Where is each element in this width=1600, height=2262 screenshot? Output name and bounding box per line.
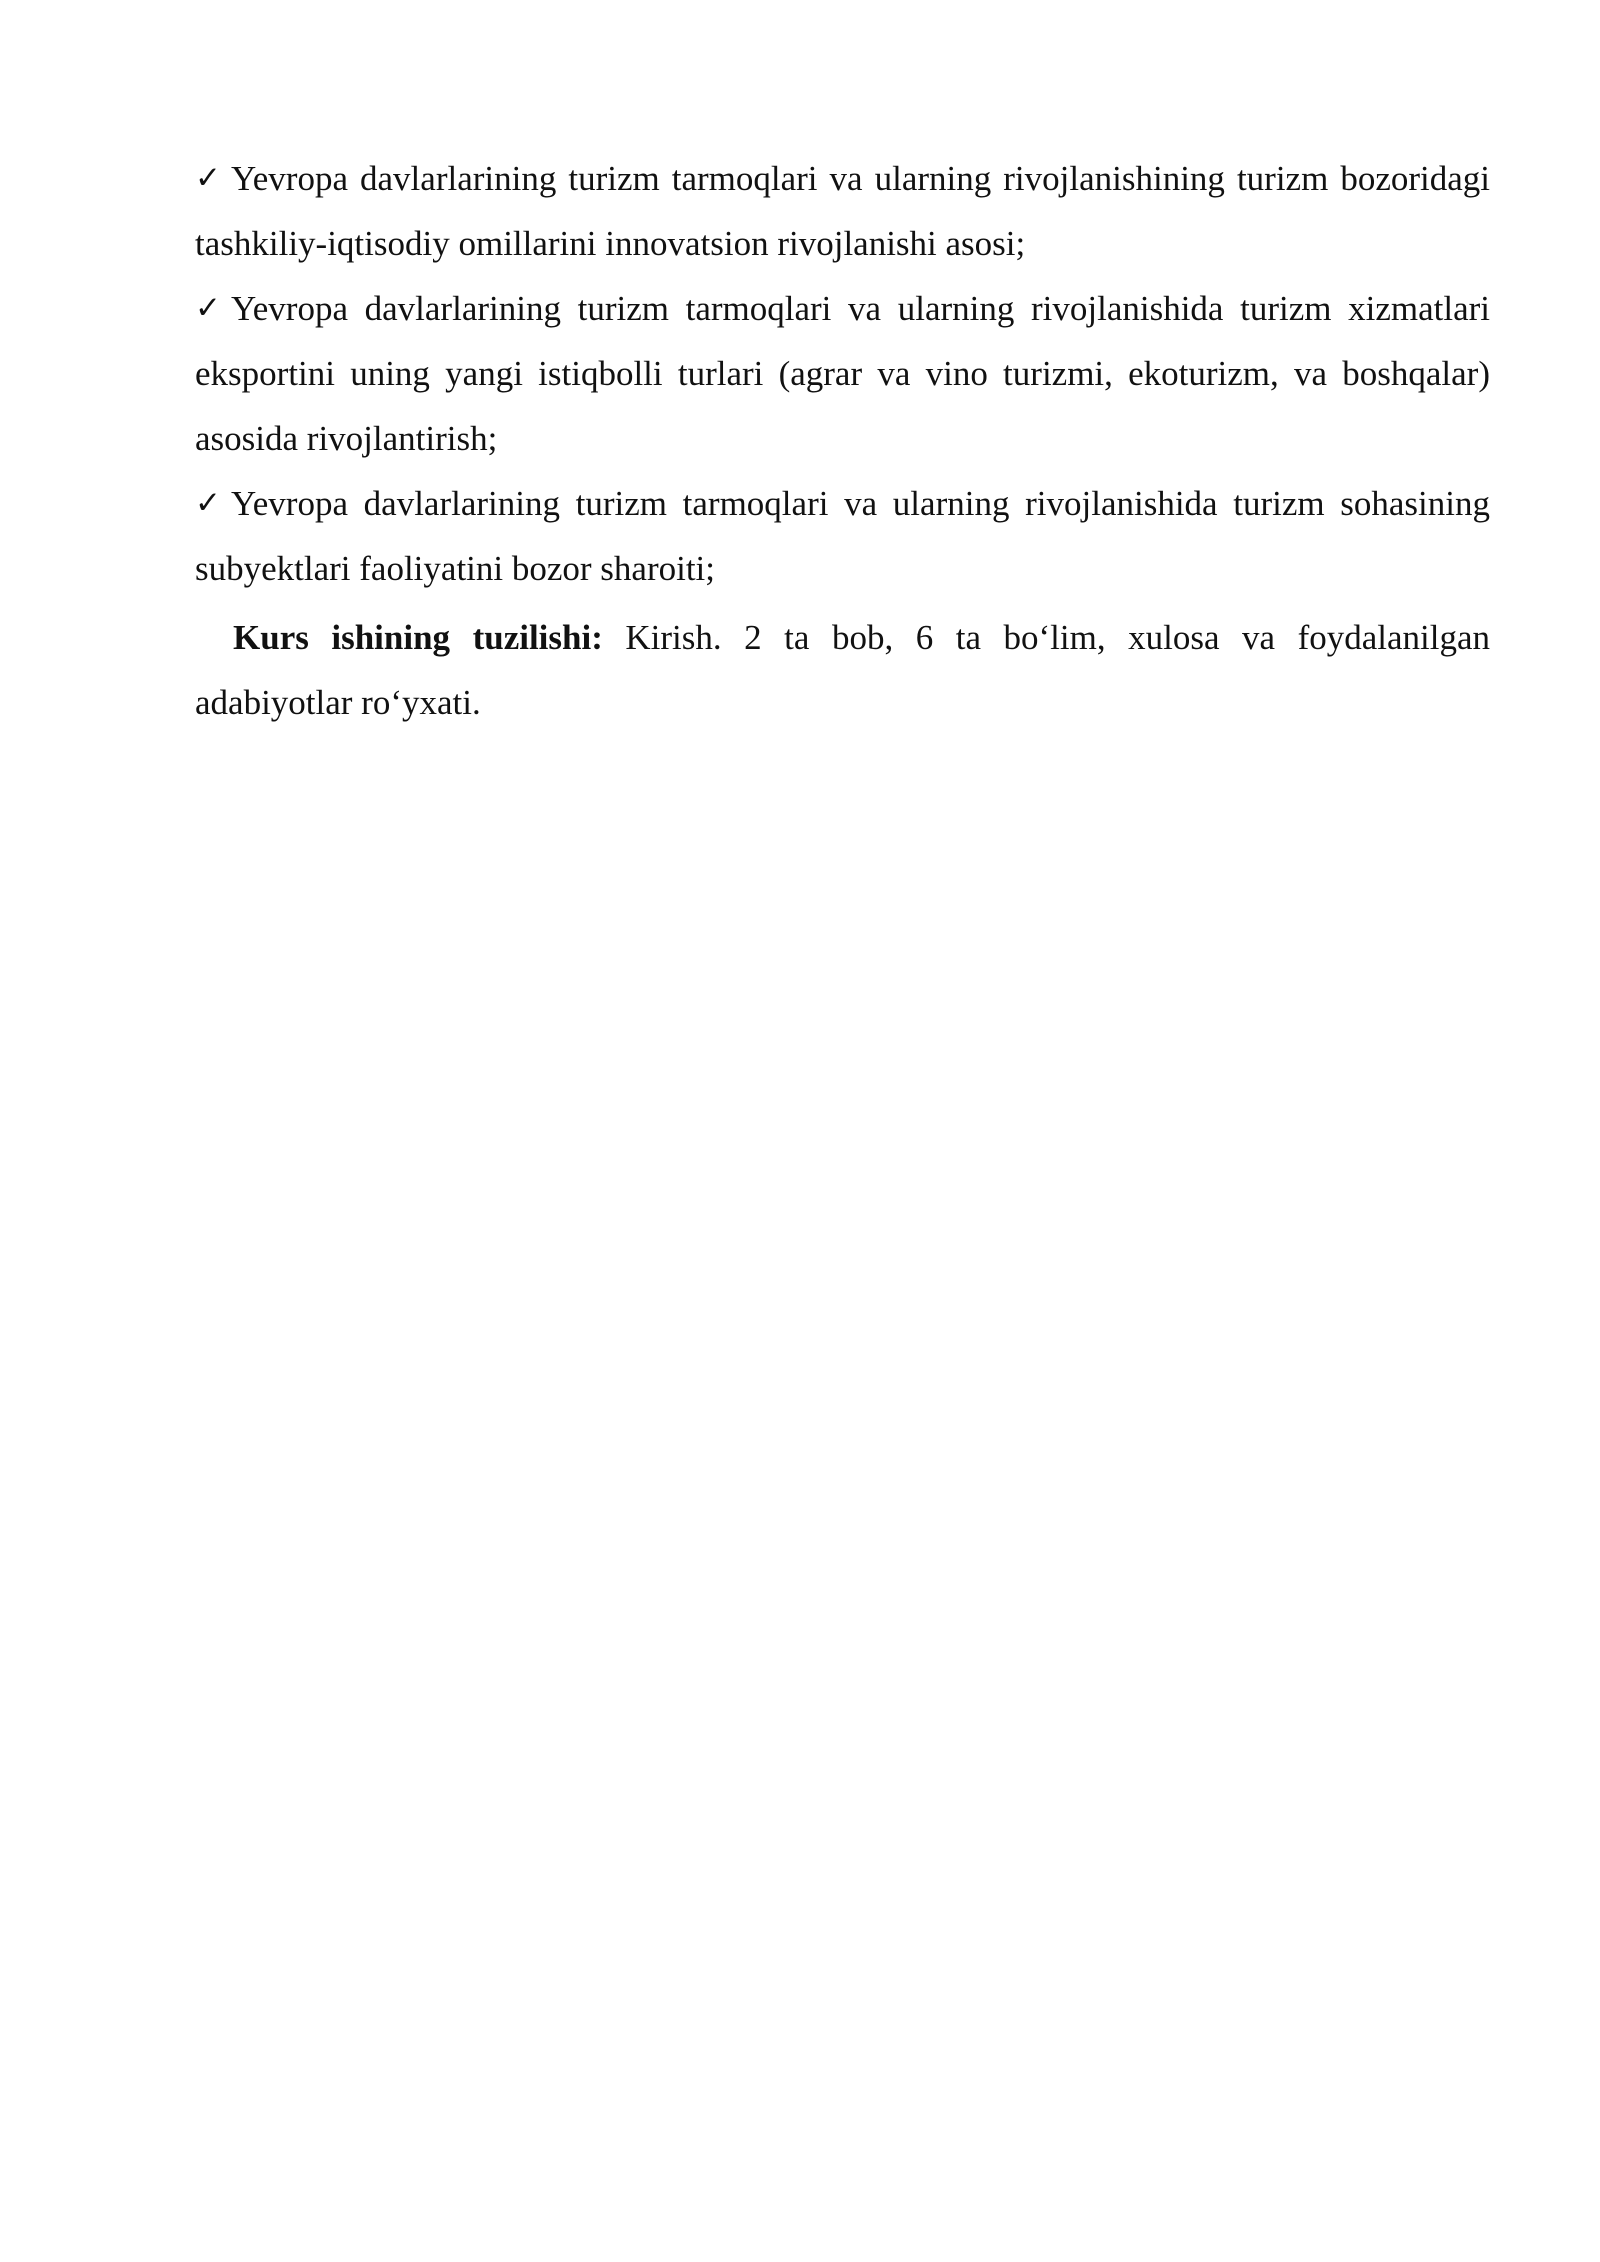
bullet-text: Yevropa davlarlarining turizm tarmoqlari va ularning rivojlanishida turizm sohasining subyektlari faoliyatini bozor sharoiti; xyxy=(195,484,1490,588)
bullet-item xyxy=(195,146,1490,276)
bullet-text: Yevropa davlarlarining turizm tarmoqlari va ularning rivojlanishining turizm bozoridagi tashkiliy-iqtisodiy omillarini innovatsion rivojlanishi asosi; xyxy=(195,159,1490,263)
page-content xyxy=(195,146,1490,735)
bullet-text: Yevropa davlarlarining turizm tarmoqlari va ularning rivojlanishida turizm xizmatlari eksportini uning yangi istiqbolli turlari (agrar va vino turizmi, ekoturizm, va boshqalar) asosida rivojlantirish; xyxy=(195,289,1490,458)
structure-paragraph xyxy=(195,605,1490,735)
structure-text: Kirish. 2 ta bob, 6 ta bo‘lim, xulosa va foydalanilgan adabiyotlar ro‘yxati. xyxy=(195,618,1490,722)
checkmark-icon: ✓ xyxy=(195,290,221,326)
checkmark-icon: ✓ xyxy=(195,485,221,521)
checkmark-icon: ✓ xyxy=(195,160,221,196)
structure-label: Kurs ishining tuzilishi: xyxy=(233,618,603,657)
bullet-item xyxy=(195,276,1490,471)
bullet-item xyxy=(195,471,1490,601)
